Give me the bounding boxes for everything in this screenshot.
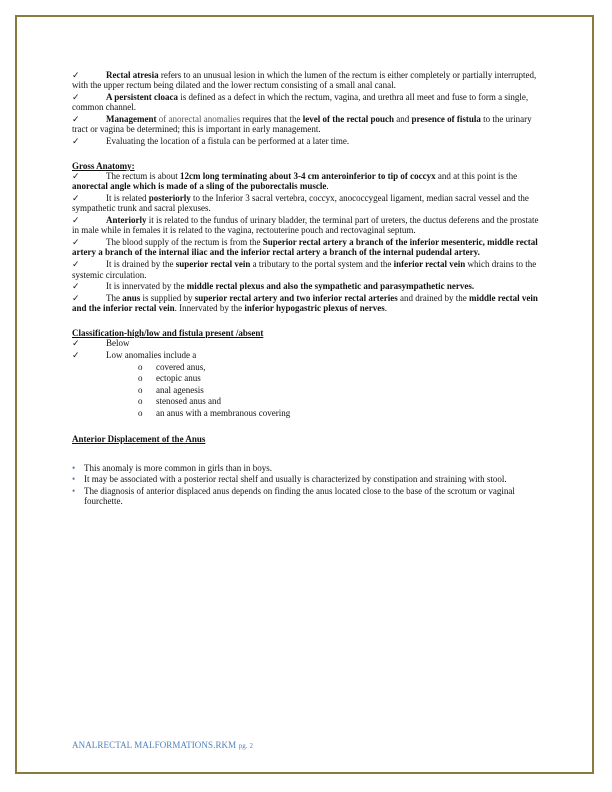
list-item: o anal agenesis (138, 384, 204, 395)
check-icon: ✓ (72, 114, 80, 125)
intro-item-management: ✓ Management of anorectal anomalies requires that the level of the rectal pouch and presence of fistula to the urinary tract or vagina be determined; this is important in early management. (72, 114, 532, 135)
circle-bullet-icon: o (138, 361, 143, 372)
anatomy-item: ✓ It is innervated by the middle rectal plexus and also the sympathetic and parasympathetic nerves. (72, 281, 475, 292)
circle-bullet-icon: o (138, 396, 143, 407)
check-icon: ✓ (72, 293, 80, 304)
check-icon: ✓ (72, 349, 80, 360)
circle-bullet-icon: o (138, 408, 143, 418)
list-item: • This anomaly is more common in girls than in boys. (72, 462, 272, 473)
bullet-icon: • (72, 462, 76, 473)
intro-item-rectal-atresia: ✓ Rectal atresia refers to an unusual lesion in which the lumen of the rectum is either completely or partially interrupted, with the upper rectum being dilated and the lower rectum consisting of a small anal canal. (72, 70, 537, 91)
gross-anatomy-heading: Gross Anatomy: (72, 160, 135, 171)
anatomy-item: ✓ The rectum is about 12cm long terminating about 3-4 cm anteroinferior to tip of coccyx and at this point is the anorectal angle which is made of a sling of the puborectalis muscle. (72, 170, 518, 192)
check-icon: ✓ (72, 136, 80, 147)
list-item: o an anus with a membranous covering (138, 408, 291, 418)
check-icon: ✓ (72, 215, 80, 226)
classification-item: ✓ Below (72, 338, 130, 349)
anatomy-item: ✓ It is related posteriorly to the Inferior 3 sacral vertebra, coccyx, anococcygeal ligament, median sacral vessel and the sympathetic trunk and sacral plexuses. (72, 192, 529, 214)
circle-bullet-icon: o (138, 384, 143, 395)
anterior-displacement-heading: Anterior Displacement of the Anus (72, 434, 206, 445)
list-item: o stenosed anus and (138, 396, 221, 407)
list-item: • The diagnosis of anterior displaced anus depends on finding the anus located close to the base of the scrotum or vaginal fourchette. (72, 486, 515, 507)
bullet-icon: • (72, 474, 76, 485)
classification-heading: Classification-high/low and fistula present /absent (72, 327, 264, 338)
check-icon: ✓ (72, 170, 80, 181)
anterior-displacement-list (72, 463, 542, 507)
footer-title: ANALRECTAL MALFORMATIONS.RKM (72, 740, 237, 750)
document-body (72, 70, 542, 508)
anatomy-item: ✓ It is drained by the superior rectal vein a tributary to the portal system and the inferior rectal vein which drains to the systemic circulation. (72, 259, 537, 280)
anatomy-item: ✓ Anteriorly it is related to the fundus of urinary bladder, the terminal part of ureters, the ductus deferens and the prostate in male while in females it is related to the vagina, rectouterine pouch and rectovaginal septum. (72, 215, 539, 236)
check-icon: ✓ (72, 192, 80, 203)
check-icon: ✓ (72, 338, 80, 349)
list-item: o ectopic anus (138, 373, 201, 384)
anatomy-item: ✓ The anus is supplied by superior rectal artery and two inferior rectal arteries and drained by the middle rectal vein and the inferior rectal vein. Innervated by the inferior hypogastric plexus of nerves. (72, 293, 538, 314)
bullet-icon: • (72, 486, 76, 497)
list-item: • It may be associated with a posterior rectal shelf and usually is characterized by constipation and straining with stool. (72, 474, 507, 485)
page-footer (72, 740, 253, 750)
check-icon: ✓ (72, 259, 80, 270)
anatomy-item: ✓ The blood supply of the rectum is from the Superior rectal artery a branch of the inferior mesenteric, middle rectal artery a branch of the internal iliac and the inferior rectal artery a branch of the internal pudendal artery. (72, 237, 538, 258)
intro-item-fistula: ✓ Evaluating the location of a fistula can be performed at a later time. (72, 136, 350, 147)
page-number: pg. 2 (238, 742, 254, 750)
check-icon: ✓ (72, 92, 80, 103)
low-anomalies-list (138, 362, 542, 419)
check-icon: ✓ (72, 237, 80, 248)
list-item: o covered anus, (138, 361, 206, 372)
check-icon: ✓ (72, 70, 80, 80)
classification-item: ✓ Low anomalies include a (72, 349, 197, 360)
circle-bullet-icon: o (138, 373, 143, 384)
check-icon: ✓ (72, 281, 80, 292)
intro-item-cloaca: ✓ A persistent cloaca is defined as a defect in which the rectum, vagina, and urethra all meet and fuse to form a single, common channel. (72, 92, 529, 113)
